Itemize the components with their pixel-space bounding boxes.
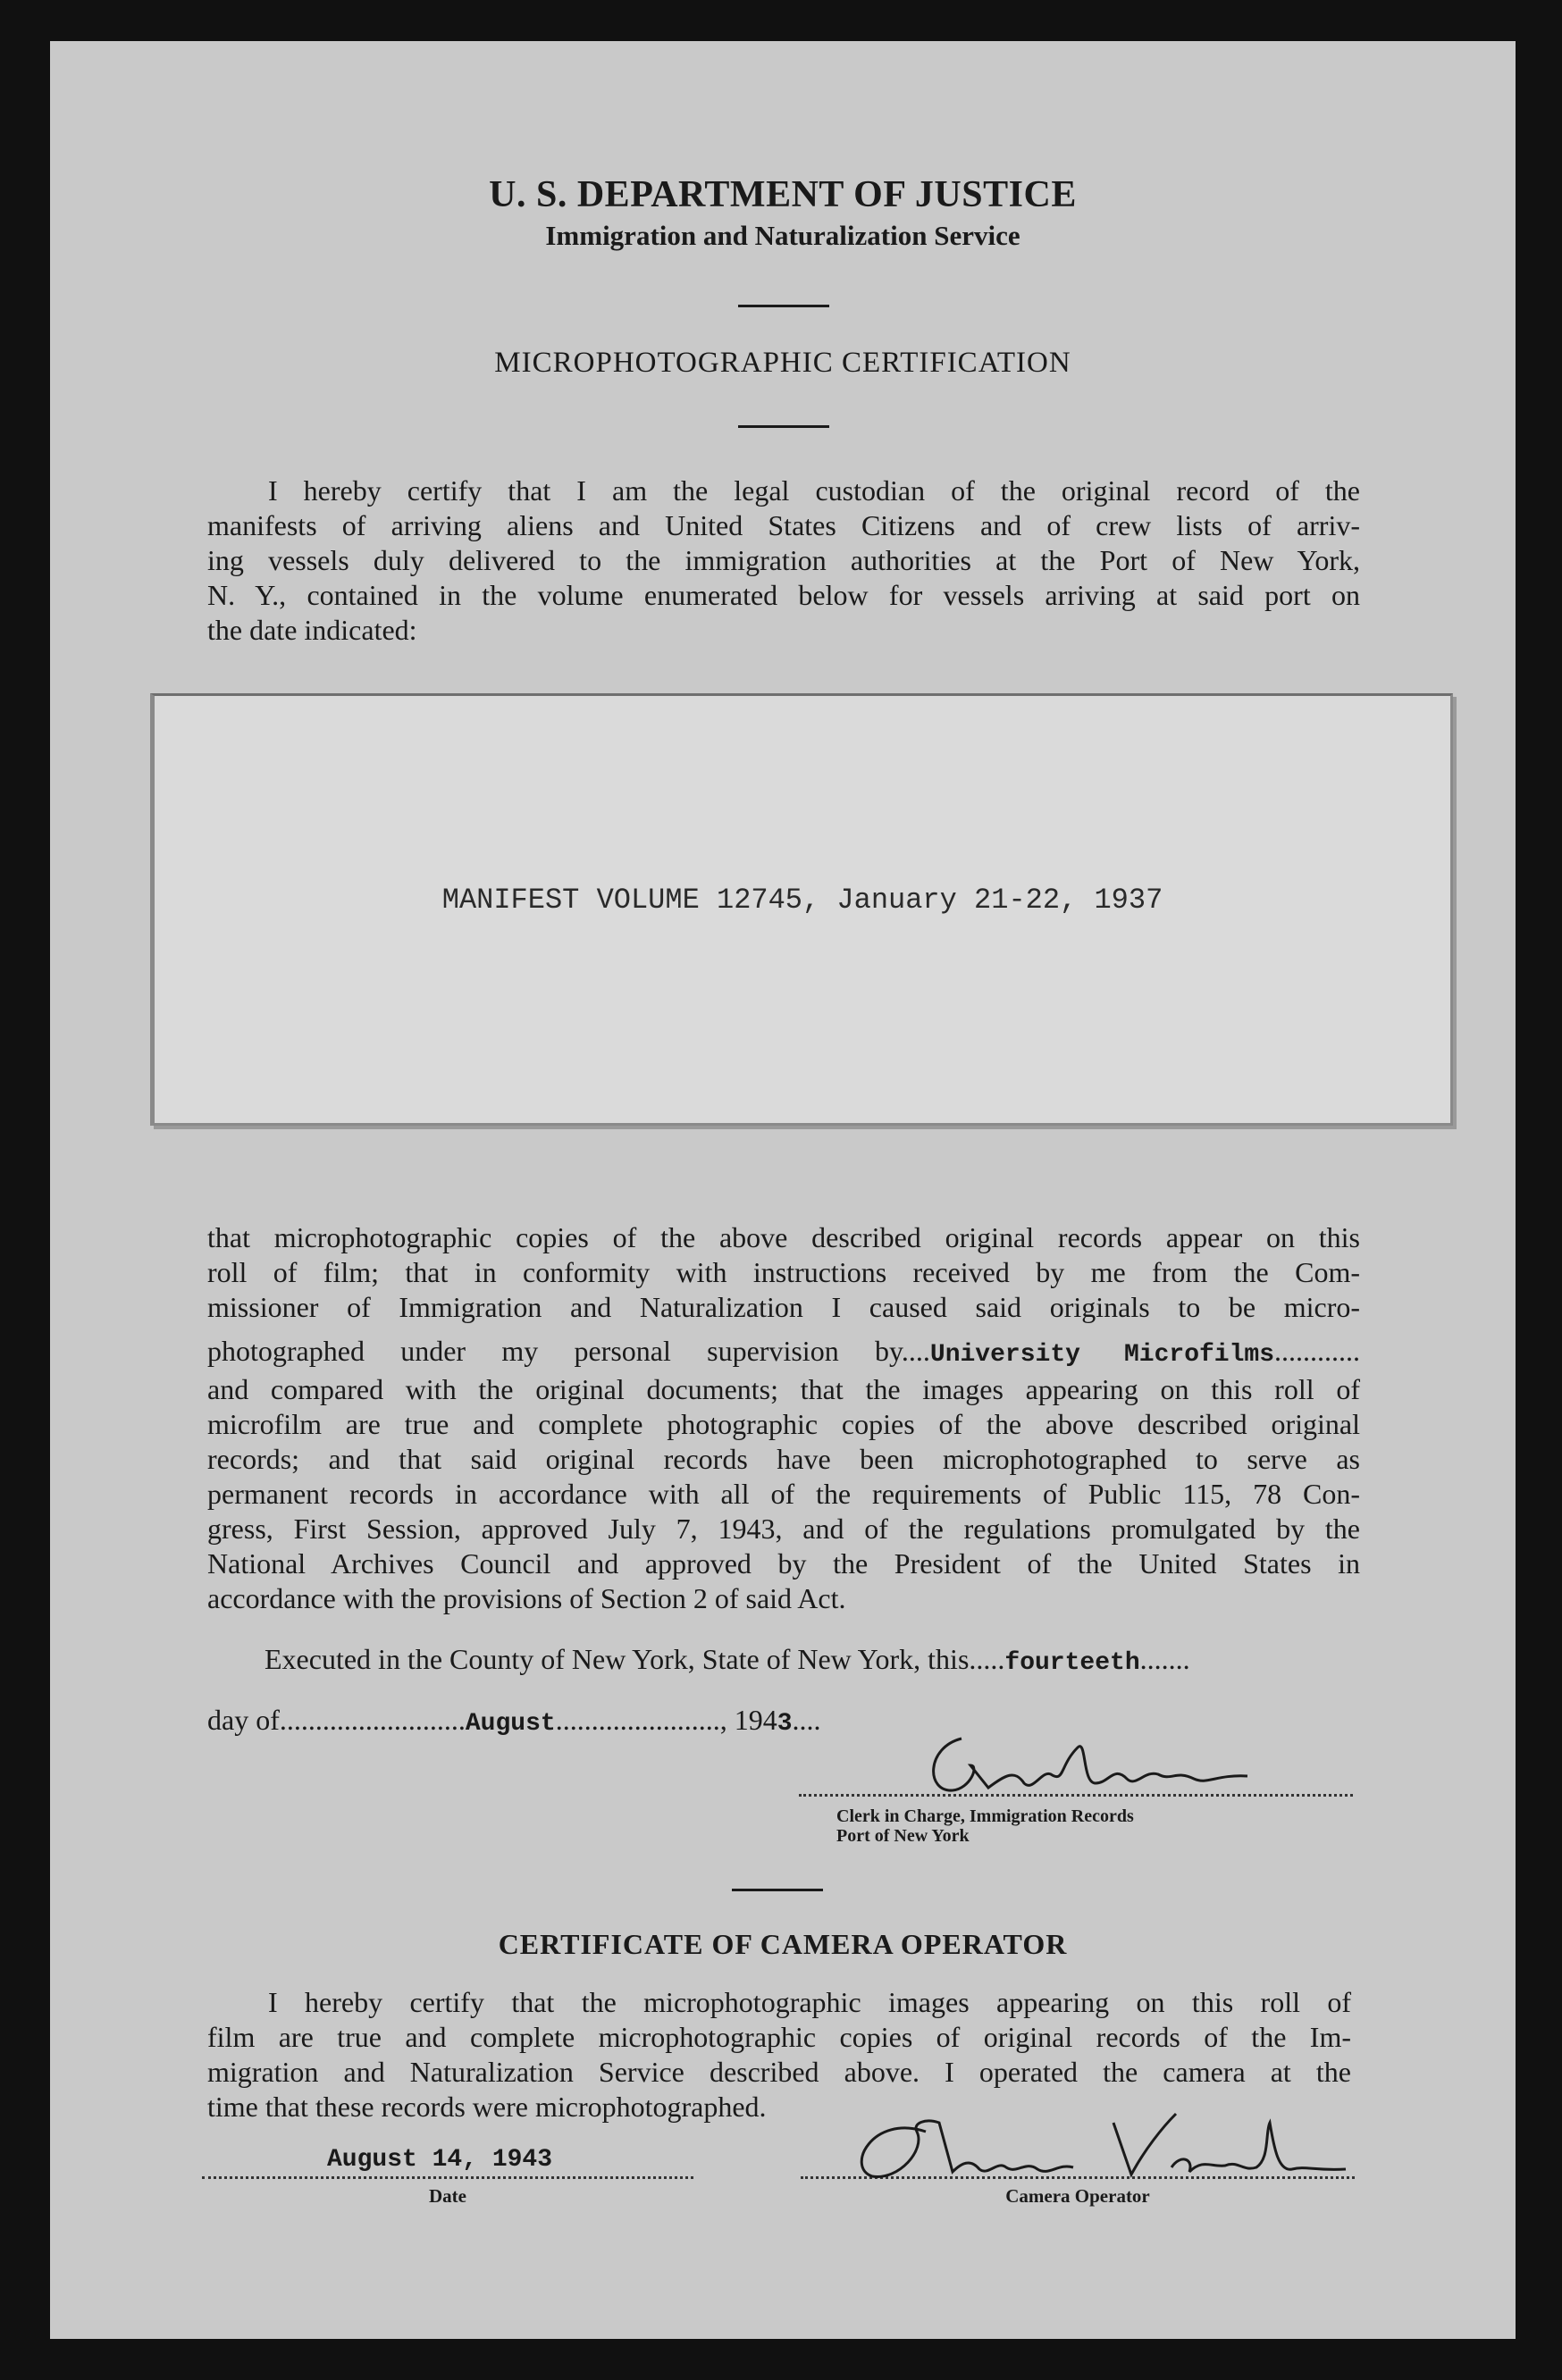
supervision-line <box>207 1334 1360 1372</box>
divider-mid <box>738 425 829 428</box>
camera-line: time that these records were microphotographed. <box>207 2091 767 2123</box>
operator-label: Camera Operator <box>1005 2185 1150 2207</box>
executed-suffix: ....... <box>1139 1643 1190 1675</box>
manifest-label-card <box>150 693 1453 1126</box>
operator-signature <box>819 2096 1355 2194</box>
body-line: that microphotographic copies of the above described original records appear on this <box>207 1221 1360 1253</box>
body-line: permanent records in accordance with all of the requirements of Public 115, 78 Con- <box>207 1478 1360 1510</box>
date-label: Date <box>429 2185 466 2207</box>
divider-top <box>738 305 829 307</box>
service-subheading: Immigration and Naturalization Service <box>545 220 1020 251</box>
clerk-signature <box>908 1721 1337 1810</box>
divider-bottom <box>732 1889 823 1891</box>
camera-line: I hereby certify that the microphotographic images appearing on this roll of <box>268 1986 1351 2018</box>
day-of-dots: .......................... <box>279 1704 466 1736</box>
body-line: gress, First Session, approved July 7, 1943, and of the regulations promulgated by the <box>207 1513 1360 1545</box>
body-line: accordance with the provisions of Section 2 of said Act. <box>207 1582 846 1614</box>
date-value: August 14, 1943 <box>327 2146 553 2174</box>
intro-line: the date indicated: <box>207 614 417 646</box>
body-line: roll of film; that in conformity with instructions received by me from the Com- <box>207 1256 1360 1288</box>
body-line: records; and that said original records have been microphotographed to serve as <box>207 1443 1360 1475</box>
executed-month: August <box>465 1710 556 1738</box>
executed-day: fourteeth <box>1004 1649 1140 1677</box>
day-of-dots-2: ....................... <box>555 1704 720 1736</box>
department-heading: U. S. DEPARTMENT OF JUSTICE <box>489 174 1077 215</box>
intro-line: N. Y., contained in the volume enumerated below for vessels arriving at said port on <box>207 579 1360 611</box>
body-line: missioner of Immigration and Naturalization I caused said originals to be micro- <box>207 1291 1360 1323</box>
manifest-label: MANIFEST VOLUME 12745, January 21-22, 1937 <box>441 884 1163 917</box>
camera-line: migration and Naturalization Service described above. I operated the camera at the <box>207 2056 1351 2088</box>
clerk-location: Port of New York <box>836 1826 970 1846</box>
year-digit: 3 <box>777 1710 793 1738</box>
executed-prefix: Executed in the County of New York, State of New York, this..... <box>265 1643 1005 1675</box>
clerk-title: Clerk in Charge, Immigration Records <box>836 1806 1134 1826</box>
supervision-prefix: photographed under my personal supervision by.... <box>207 1335 930 1367</box>
body-line: National Archives Council and approved by the President of the United States in <box>207 1547 1360 1580</box>
body-line: and compared with the original documents; that the images appearing on this roll of <box>207 1373 1360 1405</box>
executed-line <box>265 1642 1417 1680</box>
certificate-page <box>50 41 1516 2339</box>
year-dots: .... <box>792 1704 821 1736</box>
intro-line: manifests of arriving aliens and United States Citizens and of crew lists of arriv- <box>207 509 1360 541</box>
year-prefix: , 194 <box>719 1704 777 1736</box>
certification-title: MICROPHOTOGRAPHIC CERTIFICATION <box>494 347 1071 379</box>
supervisor-name: University Microfilms <box>929 1341 1275 1369</box>
body-paragraph <box>207 1220 1360 1616</box>
day-of-label: day of <box>207 1704 280 1736</box>
camera-line: film are true and complete microphotographic copies of original records of the Im- <box>207 2021 1351 2053</box>
intro-paragraph <box>207 473 1360 648</box>
body-line: microfilm are true and complete photographic copies of the above described original <box>207 1408 1360 1440</box>
supervision-suffix: ............ <box>1274 1335 1361 1367</box>
intro-line: ing vessels duly delivered to the immigration authorities at the Port of New York, <box>207 544 1360 576</box>
intro-line: I hereby certify that I am the legal custodian of the original record of the <box>268 474 1360 507</box>
camera-operator-heading: CERTIFICATE OF CAMERA OPERATOR <box>498 1928 1068 1960</box>
day-of-line <box>207 1703 1012 1741</box>
date-line <box>202 2176 693 2179</box>
